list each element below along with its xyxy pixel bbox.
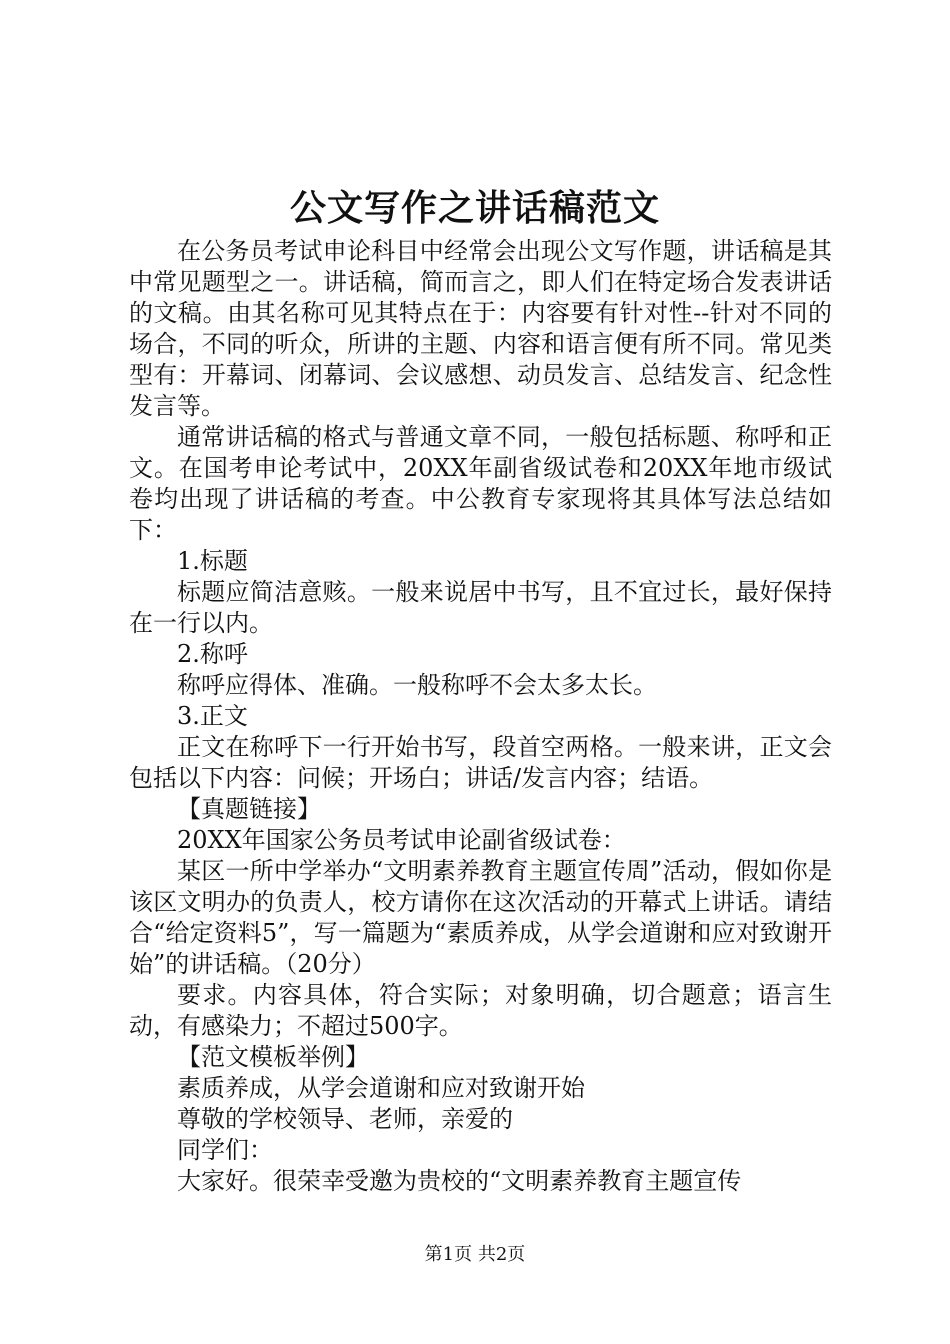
paragraph-exam-source: 20XX年国家公务员考试申论副省级试卷： xyxy=(177,826,626,854)
paragraph-exam-question: 某区一所中学举办“文明素养教育主题宣传周”活动，假如你是该区文明办的负责人，校方请你在这次活动的开幕式上讲话。请结合“给定资料5”，写一篇题为“素质养成，从学会道谢和应对致谢开始”的讲话稿。（20分） xyxy=(129,857,832,978)
sample-salutation-line-1: 尊敬的学校领导、老师，亲爱的 xyxy=(177,1105,513,1133)
paragraph-title-rule: 标题应简洁意赅。一般来说居中书写，且不宜过长，最好保持在一行以内。 xyxy=(129,578,832,637)
paragraph-salutation-rule: 称呼应得体、准确。一般称呼不会太多太长。 xyxy=(177,671,657,699)
section-heading-exam-link: 【真题链接】 xyxy=(177,795,321,823)
section-heading-salutation: 2.称呼 xyxy=(177,640,248,668)
sample-speech-title: 素质养成，从学会道谢和应对致谢开始 xyxy=(177,1074,585,1102)
document-body xyxy=(129,236,832,1197)
paragraph-exam-requirements: 要求。内容具体，符合实际；对象明确，切合题意；语言生动，有感染力；不超过500字。 xyxy=(129,981,832,1040)
paragraph-intro: 在公务员考试申论科目中经常会出现公文写作题，讲话稿是其中常见题型之一。讲话稿，简而言之，即人们在特定场合发表讲话的文稿。由其名称可见其特点在于：内容要有针对性--针对不同的场合，不同的听众，所讲的主题、内容和语言便有所不同。常见类型有：开幕词、闭幕词、会议感想、动员发言、总结发言、纪念性发言等。 xyxy=(129,237,832,420)
sample-speech-opening: 大家好。很荣幸受邀为贵校的“文明素养教育主题宣传 xyxy=(177,1167,742,1195)
paragraph-body-rule: 正文在称呼下一行开始书写，段首空两格。一般来讲，正文会包括以下内容：问候；开场白；讲话/发言内容；结语。 xyxy=(129,733,832,792)
page-footer: 第1页 共2页 xyxy=(424,1244,526,1265)
section-heading-sample: 【范文模板举例】 xyxy=(177,1043,369,1071)
sample-salutation-line-2: 同学们： xyxy=(177,1136,273,1164)
document-title: 公文写作之讲话稿范文 xyxy=(289,187,660,229)
section-heading-body: 3.正文 xyxy=(177,702,248,730)
paragraph-format: 通常讲话稿的格式与普通文章不同，一般包括标题、称呼和正文。在国考申论考试中，20XX年副省级试卷和20XX年地市级试卷均出现了讲话稿的考查。中公教育专家现将其具体写法总结如下： xyxy=(129,423,832,544)
section-heading-title: 1.标题 xyxy=(177,547,248,575)
